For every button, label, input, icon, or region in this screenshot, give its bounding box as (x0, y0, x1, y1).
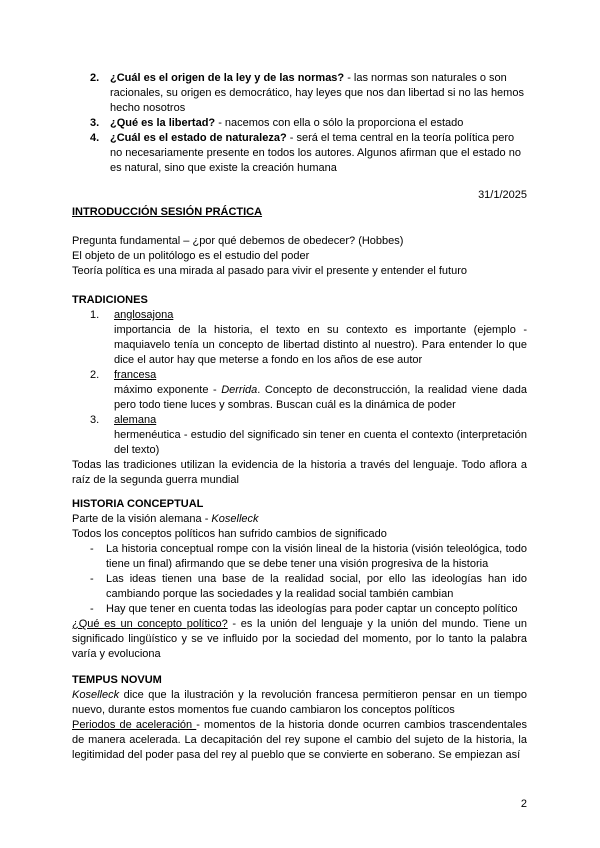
bullet-text: Hay que tener en cuenta todas las ideologías para poder captar un concepto político (106, 603, 518, 615)
tradition-name: francesa (114, 369, 157, 381)
intro-line: Pregunta fundamental – ¿por qué debemos de obedecer? (Hobbes) (72, 235, 404, 247)
tradiciones-list (72, 308, 527, 488)
tradition-text (114, 383, 527, 413)
aceleracion-term: Periodos de aceleración (72, 719, 197, 731)
intro-heading: INTRODUCCIÓN SESIÓN PRÁCTICA (72, 206, 263, 218)
answer-text: - las normas son naturales o son racionales, su origen es democrático, hay leyes que nos dan libertad si no las hemos hecho nosotros (110, 72, 524, 114)
list-item (72, 602, 527, 617)
tradition-desc: hermenéutica - estudio del significado sin tener en cuenta el contexto (interpretación del texto) (114, 429, 527, 456)
tradition-text (114, 428, 527, 458)
tradiciones-closing: Todas las tradiciones utilizan la evidencia de la historia a través del lenguaje. Todo aflora a raíz de la segunda guerra mundial (72, 459, 527, 486)
historia-bullets (72, 542, 527, 662)
answer-text: - será el tema central en la teoría política pero no necesariamente presente en todos los autores. Algunos afirman que el estado no es natural, sino que existe la creación humana (110, 132, 521, 174)
questions-list (72, 71, 527, 176)
tradition-desc: importancia de la historia, el texto en su contexto es importante (ejemplo - maquiavelo tenía un concepto de libertad distinto al nuestro). Para entender lo que dice el autor hay que meterse a fondo en los años de ese autor (114, 324, 527, 366)
tempus-paragraph (72, 688, 527, 718)
question-text: ¿Cuál es el origen de la ley y de las normas? (110, 72, 345, 84)
session-date: 31/1/2025 (478, 189, 527, 201)
historia-line-text: Parte de la visión alemana - (72, 513, 212, 525)
concepto-answer: - es la unión del lenguaje y la unión del mundo. Tiene un significado lingüístico y se ve influido por la sociedad del momento, por lo tanto la palabra varía y evoluciona (72, 618, 527, 660)
bullet-text: Las ideas tienen una base de la realidad social, por ello las ideologías han ido cambiando porque las sociedades y la realidad social también cambian (106, 573, 527, 600)
intro-line: Teoría política es una mirada al pasado para vivir el presente y entender el futuro (72, 265, 468, 277)
aceleracion-text: - momentos de la historia donde ocurren cambios trascendentales de manera acelerada. La decapitación del rey supone el cambio del sujeto de la historia, la legitimidad del poder pasa del rey al pueblo que se convierte en soberano. Se empiezan así (72, 719, 527, 761)
item-number: 4. (90, 132, 100, 144)
aceleracion-paragraph (72, 718, 527, 763)
tradition-name: alemana (114, 414, 157, 426)
author-name: Koselleck (72, 689, 120, 701)
tempus-text: dice que la ilustración y la revolución francesa permitieron pensar en un tiempo nuevo, durante estos momentos fue cuando cambiaron los conceptos políticos (72, 689, 527, 716)
question-text: ¿Qué es la libertad? (110, 117, 216, 129)
historia-line (72, 512, 527, 527)
item-number: 1. (90, 309, 100, 321)
list-item (72, 413, 527, 458)
list-item (72, 542, 527, 572)
answer-text: - nacemos con ella o sólo la proporciona el estado (215, 117, 464, 129)
list-item (72, 368, 527, 413)
list-item (72, 308, 527, 368)
item-number: 3. (90, 117, 100, 129)
dash-bullet: - (90, 603, 94, 615)
tradition-name: anglosajona (114, 309, 174, 321)
item-number: 2. (90, 369, 100, 381)
dash-bullet: - (90, 543, 94, 555)
historia-heading: HISTORIA CONCEPTUAL (72, 498, 204, 510)
tradition-desc: . Concepto de deconstrucción, la realidad viene dada pero todo tiene luces y sombras. Buscan cuál es la dinámica de poder (114, 384, 527, 411)
list-item (72, 572, 527, 602)
bullet-text: La historia conceptual rompe con la visión lineal de la historia (visión teleológica, todo tiene un final) afirmando que se debe tener una visión progresiva de la historia (106, 543, 527, 570)
concepto-question: ¿Qué es un concepto político? (72, 618, 228, 630)
tradition-desc: máximo exponente - (114, 384, 222, 396)
item-number: 3. (90, 414, 100, 426)
list-item (72, 116, 527, 131)
tradiciones-heading: TRADICIONES (72, 294, 148, 306)
tradition-text (114, 323, 527, 368)
page-number: 2 (520, 798, 527, 810)
author-name: Koselleck (211, 513, 259, 525)
list-item (72, 71, 527, 116)
historia-line: Todos los conceptos políticos han sufrido cambios de significado (72, 528, 387, 540)
tempus-heading: TEMPUS NOVUM (72, 674, 162, 686)
author-name: Derrida (221, 384, 258, 396)
question-text: ¿Cuál es el estado de naturaleza? (110, 132, 290, 144)
dash-bullet: - (90, 573, 94, 585)
concepto-paragraph (72, 617, 527, 662)
item-number: 2. (90, 72, 100, 84)
intro-line: El objeto de un politólogo es el estudio del poder (72, 250, 310, 262)
list-item (72, 131, 527, 176)
